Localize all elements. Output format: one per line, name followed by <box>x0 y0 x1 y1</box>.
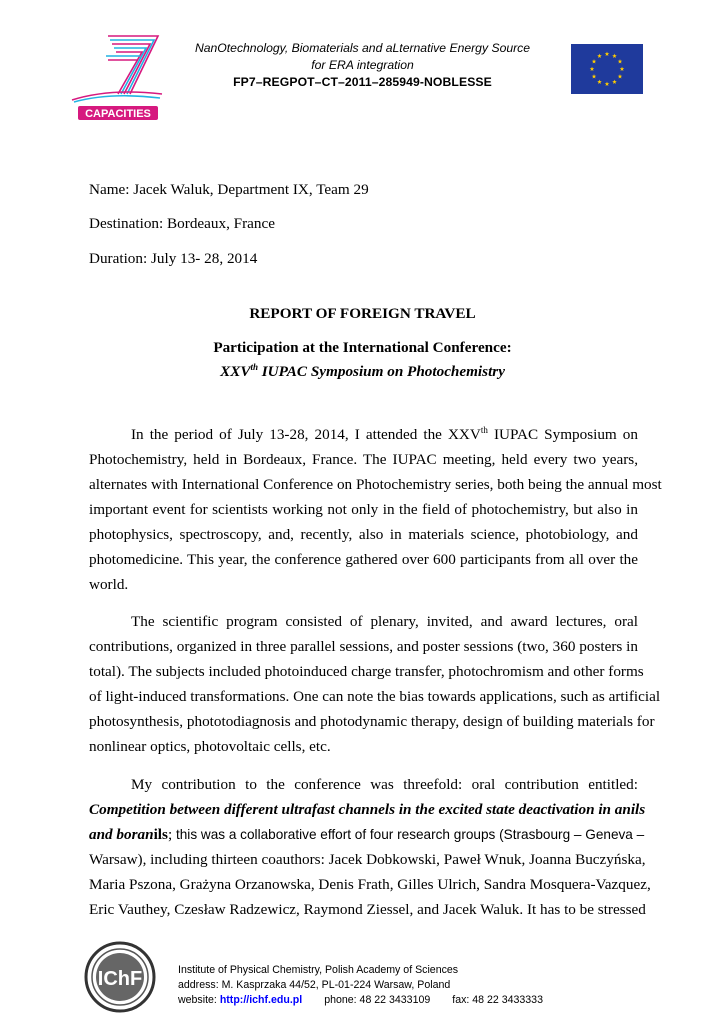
institute-footer <box>178 963 543 1008</box>
paragraph-line: Warsaw), including thirteen coauthors: Jacek Dobkowski, Paweł Wnuk, Joanna Buczyńska, <box>89 851 646 868</box>
phone-number: phone: 48 22 3433109 <box>324 994 431 1006</box>
symposium-title: XXVth IUPAC Symposium on Photochemistry <box>220 361 505 380</box>
paragraph-line: contributions, organized in three parallel sessions, and poster sessions (two, 360 posters in <box>89 638 638 655</box>
paragraph-line: and boranils; this was a collaborative effort of four research groups (Strasbourg – Geneva – <box>89 826 645 843</box>
capacities-7-logo <box>70 32 166 124</box>
eu-flag-icon <box>571 44 643 94</box>
project-grant-code: FP7–REGPOT–CT–2011–285949-NOBLESSE <box>233 75 492 89</box>
paragraph-1 <box>89 422 662 597</box>
project-title-line2: for ERA integration <box>311 58 414 72</box>
institute-name: Institute of Physical Chemistry, Polish Academy of Sciences <box>178 964 459 976</box>
project-header <box>180 40 545 91</box>
paragraph-3 <box>89 772 651 922</box>
paragraph-line: world. <box>89 576 129 593</box>
paragraph-line: Maria Pszona, Grażyna Orzanowska, Denis Frath, Gilles Ulrich, Sandra Mosquera-Vazquez, <box>89 876 651 893</box>
contribution-title-line: Competition between different ultrafast channels in the excited state deactivation in anils <box>89 801 646 818</box>
paragraph-line: Photochemistry, held in Bordeaux, France. The IUPAC meeting, held every two years, <box>89 451 638 468</box>
conference-participation-title: Participation at the International Conference: <box>213 339 512 356</box>
institute-address: address: M. Kasprzaka 44/52, PL-01-224 Warsaw, Poland <box>178 979 451 991</box>
fax-number: fax: 48 22 3433333 <box>452 994 543 1006</box>
paragraph-line: important event for scientists working not only in the field of photochemistry, but also in <box>89 501 638 518</box>
traveler-name: Name: Jacek Waluk, Department IX, Team 29 <box>89 181 369 198</box>
paragraph-line: total). The subjects included photoinduced charge transfer, photochromism and other forms <box>89 663 644 680</box>
website-link[interactable]: http://ichf.edu.pl <box>219 994 303 1006</box>
travel-destination: Destination: Bordeaux, France <box>89 215 275 232</box>
ichf-logo-text: IChF <box>97 968 143 990</box>
institute-contacts: website: http://ichf.edu.pl phone: 48 22 3433109 fax: 48 22 3433333 <box>178 994 543 1006</box>
paragraph-line: The scientific program consisted of plenary, invited, and award lectures, oral <box>131 613 638 630</box>
ichf-logo <box>84 941 156 1013</box>
paragraph-line: photophysics, spectroscopy, and, recently, also in materials science, photobiology, and <box>89 526 638 543</box>
paragraph-line: photosynthesis, phototodiagnosis and photodynamic therapy, design of building materials for <box>89 713 655 730</box>
travel-duration: Duration: July 13- 28, 2014 <box>89 250 258 267</box>
paragraph-line: Eric Vauthey, Czesław Radzewicz, Raymond Ziessel, and Jacek Waluk. It has to be stressed <box>89 901 646 918</box>
paragraph-line: alternates with International Conference on Photochemistry series, both being the annual most <box>89 476 662 493</box>
paragraph-line: photomedicine. This year, the conference gathered over 600 participants from all over the <box>89 551 638 568</box>
report-title: REPORT OF FOREIGN TRAVEL <box>249 305 476 322</box>
paragraph-line: My contribution to the conference was threefold: oral contribution entitled: <box>131 776 638 793</box>
project-title-line1: NanOtechnology, Biomaterials and aLternative Energy Source <box>194 41 531 55</box>
paragraph-line: of light-induced transformations. One can note the bias towards applications, such as artificial <box>89 688 661 705</box>
capacities-logo-text: CAPACITIES <box>85 108 151 120</box>
paragraph-line: In the period of July 13-28, 2014, I attended the XXVth IUPAC Symposium on <box>131 424 638 443</box>
paragraph-2 <box>89 609 661 759</box>
paragraph-line: nonlinear optics, photovoltaic cells, etc. <box>89 738 331 755</box>
